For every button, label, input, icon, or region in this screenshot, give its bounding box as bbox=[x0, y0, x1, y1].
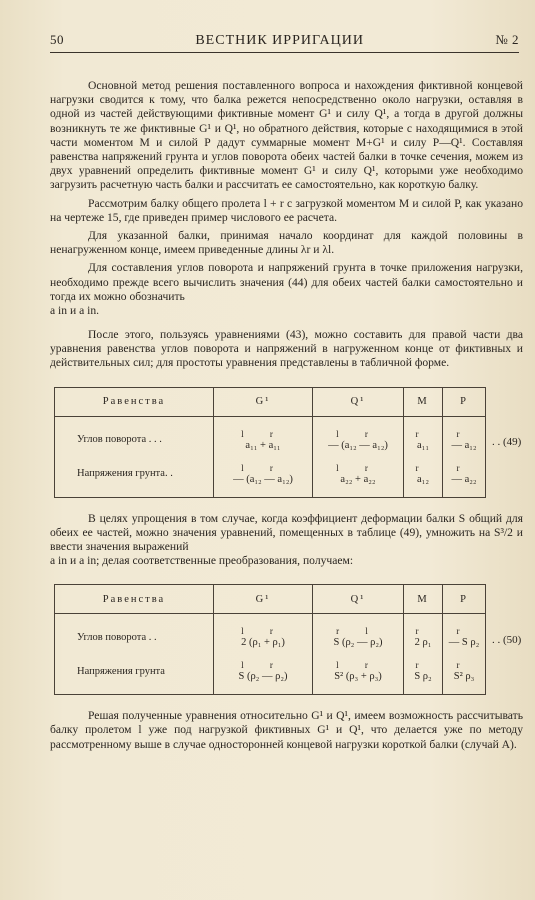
paragraph-2: Рассмотрим балку общего пролета l + r с загрузкой моментом М и силой Р, как указано на чертеже 15, где приведен пример числового ее расчета. bbox=[50, 196, 523, 224]
table-cell: — (a₁₂ — a₁₂) bbox=[233, 473, 293, 485]
col-header: М bbox=[404, 585, 443, 614]
col-header: Равенства bbox=[55, 387, 214, 416]
table-cell: S² ρ₃ bbox=[453, 671, 475, 683]
superscript-marks: r bbox=[456, 660, 472, 671]
row-label: Углов поворота . . . bbox=[55, 416, 214, 457]
superscript-marks: r bbox=[415, 626, 431, 637]
superscript-marks: l r bbox=[241, 462, 285, 473]
table-cell: a₁₁ + a₁₁ bbox=[245, 439, 281, 451]
col-header: Q¹ bbox=[313, 387, 404, 416]
table-row bbox=[55, 457, 486, 498]
equation-number: . . (49) bbox=[492, 436, 522, 449]
table-cell: — a₂₂ bbox=[451, 473, 477, 485]
table-row bbox=[55, 416, 486, 457]
table-cell: a₂₂ + a₂₂ bbox=[340, 473, 376, 485]
page-number: 50 bbox=[50, 32, 64, 47]
table-cell: S ρ₂ bbox=[414, 671, 432, 683]
issue-number: № 2 bbox=[495, 32, 519, 47]
equation-number: . . (50) bbox=[492, 633, 522, 646]
col-header: Q¹ bbox=[313, 585, 404, 614]
superscript-marks: r bbox=[456, 462, 472, 473]
superscript-marks: l r bbox=[336, 428, 380, 439]
table-cell: a₁₂ bbox=[417, 473, 429, 485]
superscript-marks: r bbox=[415, 428, 431, 439]
superscript-marks: l r bbox=[241, 626, 285, 637]
row-label: Напряжения грунта. . bbox=[55, 457, 214, 498]
col-header: Р bbox=[443, 585, 486, 614]
table-50 bbox=[54, 584, 486, 695]
paragraph-3: Для указанной балки, принимая начало координат для каждой половины в ненагруженном конце, имеем приведенные длины λr и λl. bbox=[50, 229, 523, 257]
table-row bbox=[55, 614, 486, 655]
col-header: Р bbox=[443, 387, 486, 416]
table-row bbox=[55, 654, 486, 695]
col-header: М bbox=[404, 387, 443, 416]
formula-line-2: a in и a in; делая соответственные преобразования, получаем: bbox=[50, 554, 354, 568]
table-50-block bbox=[50, 584, 523, 695]
col-header: G¹ bbox=[214, 585, 313, 614]
table-cell: S² (ρ₃ + ρ₃) bbox=[334, 671, 382, 683]
row-label: Углов поворота . . bbox=[55, 614, 214, 655]
formula-line-1: a in и a in. bbox=[50, 304, 100, 318]
table-cell: a₁₁ bbox=[417, 439, 429, 451]
superscript-marks: l r bbox=[336, 462, 380, 473]
table-cell: S (ρ₂ — ρ₂) bbox=[333, 637, 383, 649]
table-cell: — a₁₂ bbox=[451, 439, 477, 451]
superscript-marks: l r bbox=[241, 660, 285, 671]
table-cell: — (a₁₂ — a₁₂) bbox=[328, 439, 388, 451]
table-cell: 2 (ρ₁ + ρ₁) bbox=[241, 637, 285, 649]
running-header bbox=[50, 28, 519, 53]
superscript-marks: l r bbox=[336, 660, 380, 671]
superscript-marks: r bbox=[415, 660, 431, 671]
paragraph-5: После этого, пользуясь уравнениями (43), можно составить для правой части два уравнения равенства углов поворота и напряжений в нагруженном конце от фиктивных и действительных сил; для простоты уравнения представлены в табличной форме. bbox=[50, 328, 523, 370]
superscript-marks: r bbox=[456, 428, 472, 439]
superscript-marks: r bbox=[456, 626, 472, 637]
paragraph-4: Для составления углов поворота и напряжений грунта в точке приложения нагрузки, необходимо прежде всего вычислить значения (44) для обеих частей балки самостоятельно и тогда их можно обозначить bbox=[50, 261, 523, 303]
row-label: Напряжения грунта bbox=[55, 654, 214, 695]
journal-title: ВЕСТНИК ИРРИГАЦИИ bbox=[195, 33, 364, 48]
col-header: G¹ bbox=[214, 387, 313, 416]
paragraph-6: В целях упрощения в том случае, когда коэффициент деформации балки S общий для обеих ее частей, можно значения уравнений, помещенных в таблице (49), умножить на S³/2 и ввести значения выражений bbox=[50, 511, 523, 554]
superscript-marks: r bbox=[415, 462, 431, 473]
table-cell: 2 ρ₁ bbox=[414, 637, 432, 649]
article-body bbox=[50, 79, 523, 752]
paragraph-1: Основной метод решения поставленного вопроса и нахождения фиктивной концевой нагрузки сводится к тому, что балка режется непосредственно около нагрузки, оставляя в одной из частей действующими фиктивные момент G¹ и силу Q¹, а тогда в другой должны возникнуть те же фиктивные G¹ и Q¹, но обратного действия, которые с находящимися в этой части моментом М и силой Р дадут суммарные момент M+G¹ и силу P—Q¹. Составляя равенства напряжений грунта и углов поворота обеих частей балки в точке сечения, можем из двух уравнений определить фиктивные момент G¹ и силу Q¹, которыми уже необходимо загрузить расчетную часть балки и рассчитать ее самостоятельно, как короткую балку. bbox=[50, 79, 523, 192]
table-cell: — S ρ₂ bbox=[448, 637, 480, 649]
table-49-block bbox=[50, 387, 523, 498]
col-header: Равенства bbox=[55, 585, 214, 614]
paragraph-7: Решая полученные уравнения относительно G¹ и Q¹, имеем возможность рассчитывать балку пролетом l уже под нагрузкой фиктивных G¹ и Q¹, что делается уже по методу рассмотренному выше в случае односторонней концевой нагрузки короткой балки (случай А). bbox=[50, 709, 523, 751]
table-49 bbox=[54, 387, 486, 498]
superscript-marks: l r bbox=[241, 428, 285, 439]
superscript-marks: r l bbox=[336, 626, 380, 637]
table-cell: S (ρ₂ — ρ₂) bbox=[238, 671, 288, 683]
